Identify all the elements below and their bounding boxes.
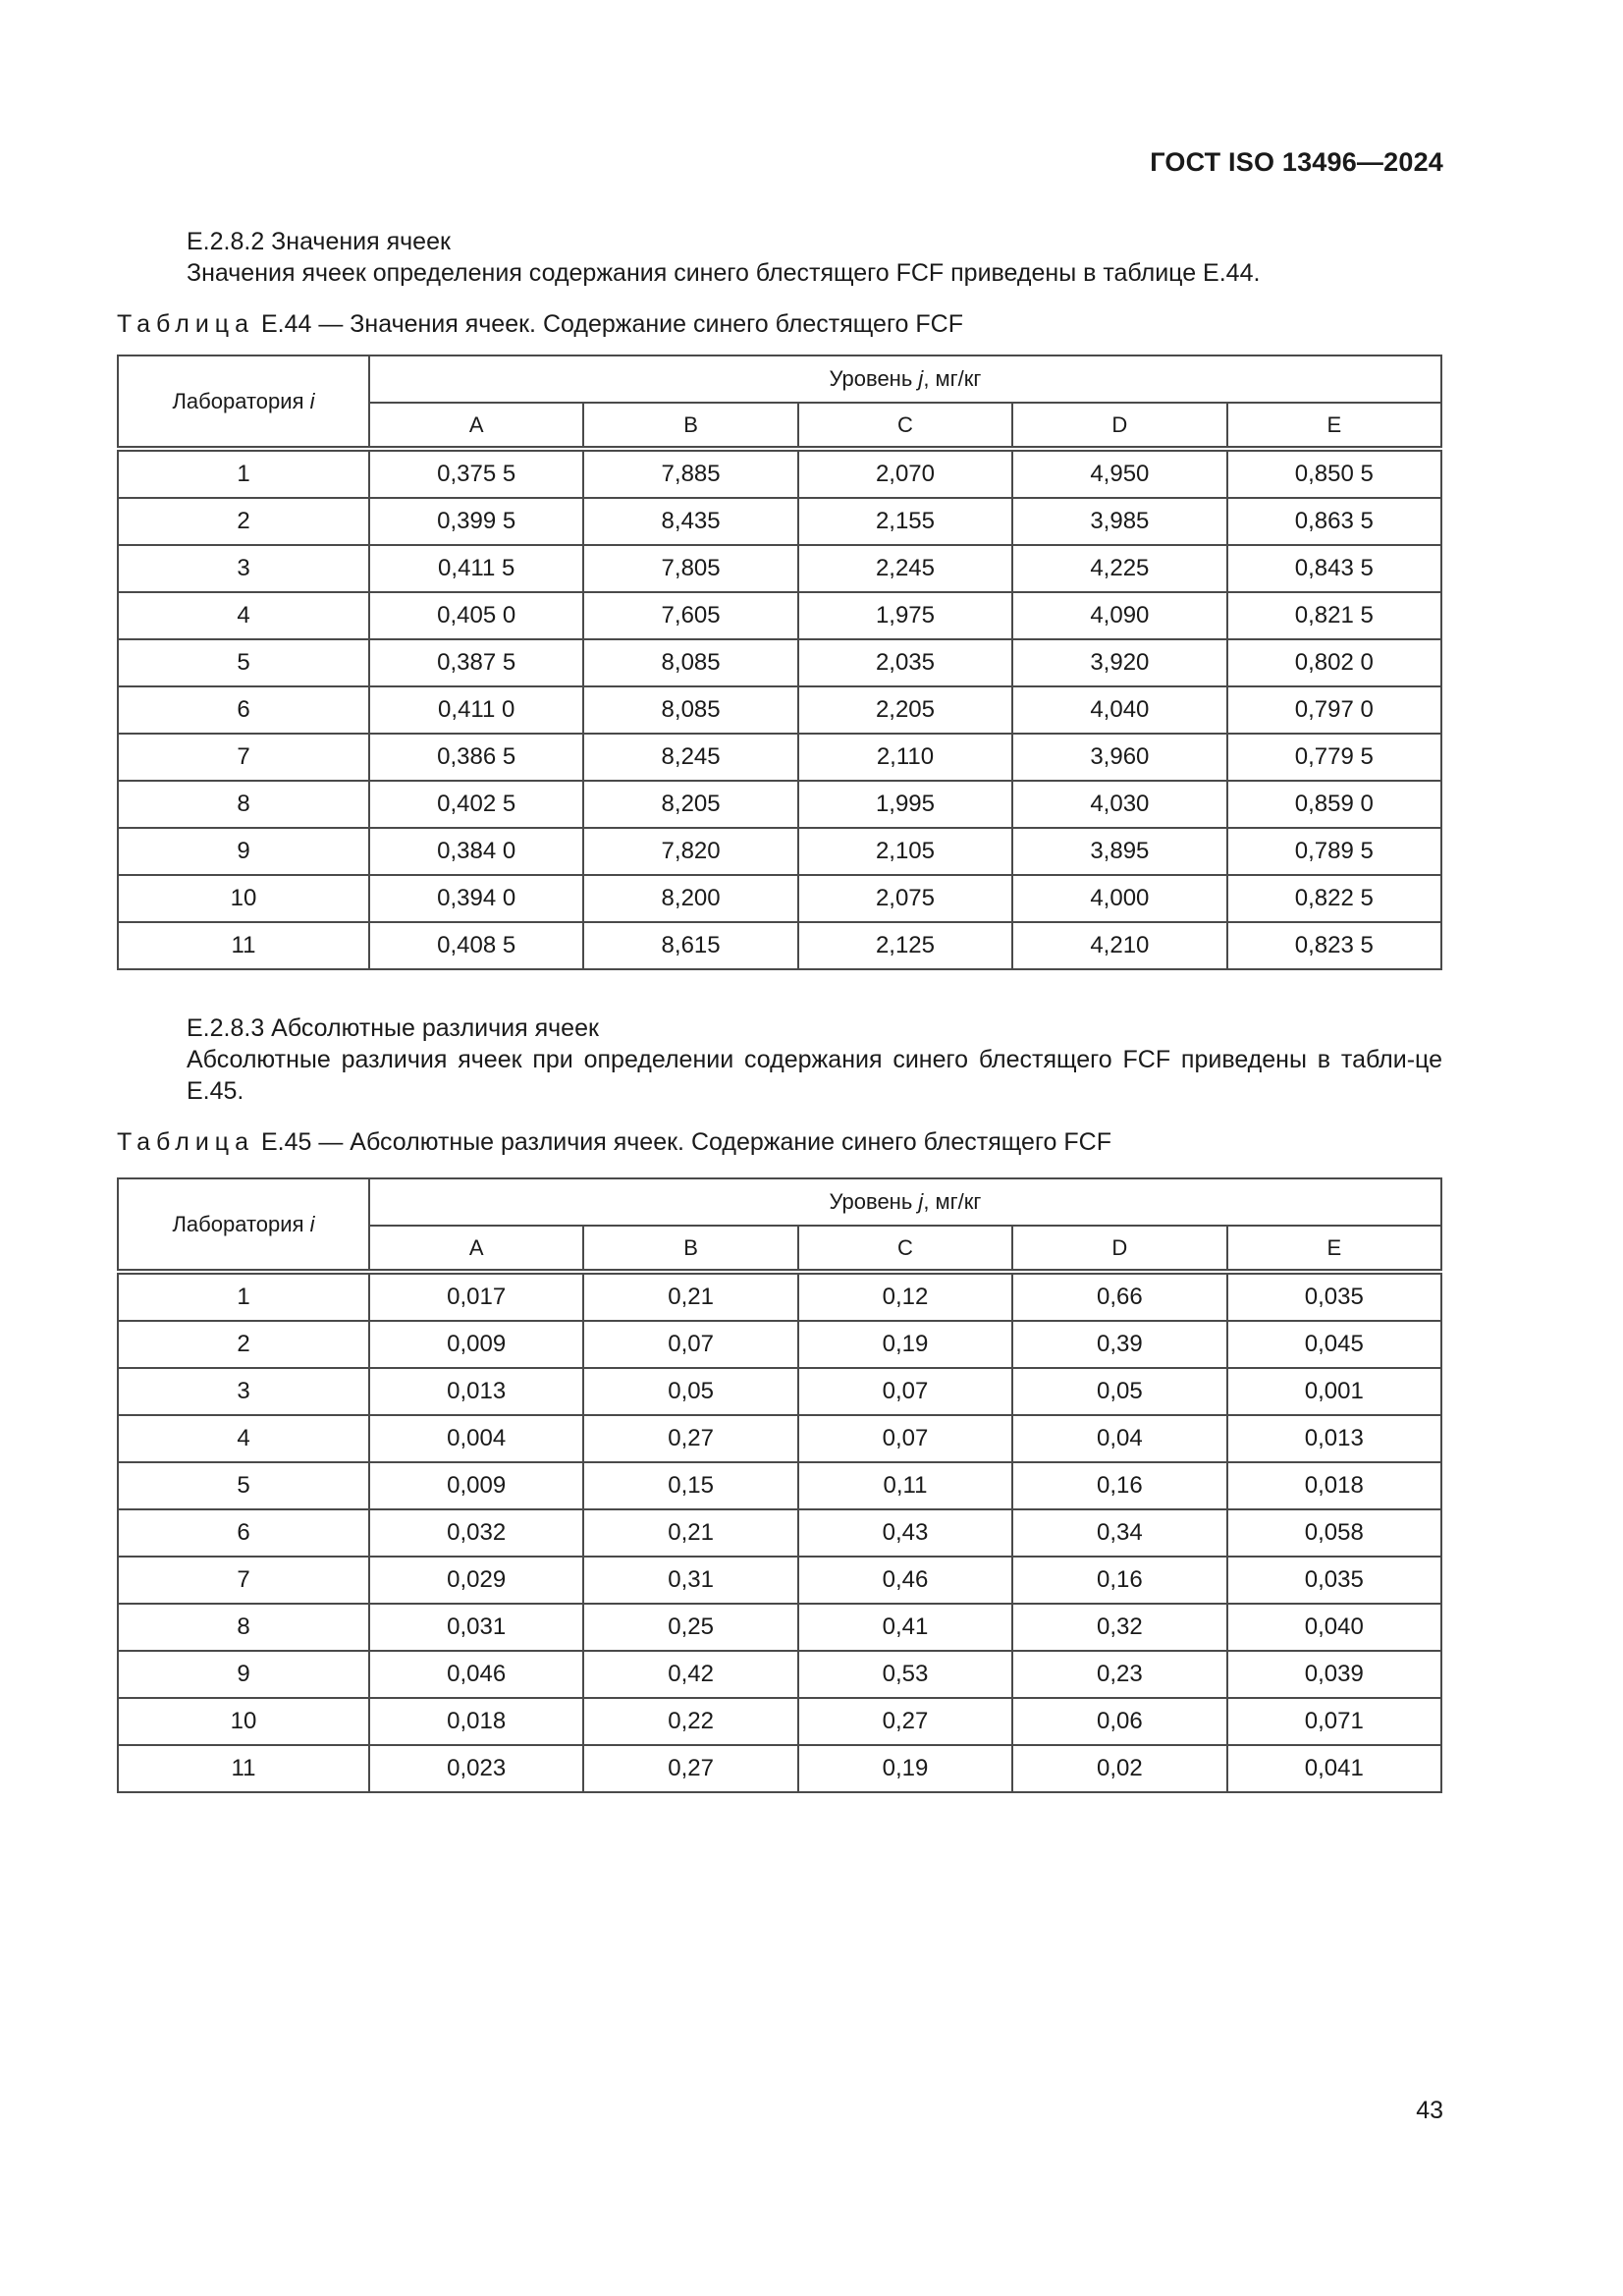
section-heading: E.2.8.3 Абсолютные различия ячеек: [187, 1014, 599, 1042]
level-header: [369, 1178, 1441, 1226]
value-cell: 0,405 0: [369, 592, 583, 639]
table-body: [118, 449, 1441, 969]
level-header-unit: , мг/кг: [923, 366, 982, 391]
value-cell: 0,018: [1227, 1462, 1441, 1509]
value-cell: 0,05: [583, 1368, 797, 1415]
value-cell: 0,386 5: [369, 734, 583, 781]
value-cell: 0,16: [1012, 1557, 1226, 1604]
laboratory-header-var: i: [309, 1211, 315, 1236]
value-cell: 0,779 5: [1227, 734, 1441, 781]
value-cell: 0,387 5: [369, 639, 583, 686]
value-cell: 0,822 5: [1227, 875, 1441, 922]
value-cell: 0,035: [1227, 1272, 1441, 1321]
value-cell: 3,960: [1012, 734, 1226, 781]
value-cell: 7,605: [583, 592, 797, 639]
value-cell: 2,070: [798, 449, 1012, 498]
table-row: [118, 545, 1441, 592]
laboratory-header-label: Лаборатория: [172, 388, 304, 413]
column-header: C: [798, 403, 1012, 449]
table-row: [118, 1557, 1441, 1604]
value-cell: 7,885: [583, 449, 797, 498]
value-cell: 0,859 0: [1227, 781, 1441, 828]
value-cell: 0,07: [798, 1415, 1012, 1462]
value-cell: 0,42: [583, 1651, 797, 1698]
value-cell: 0,16: [1012, 1462, 1226, 1509]
value-cell: 0,040: [1227, 1604, 1441, 1651]
value-cell: 0,797 0: [1227, 686, 1441, 734]
table-row: [118, 1745, 1441, 1792]
laboratory-cell: 7: [118, 1557, 369, 1604]
value-cell: 0,06: [1012, 1698, 1226, 1745]
table-caption-text: E.45 — Абсолютные различия ячеек. Содержание синего блестящего FCF: [260, 1128, 1111, 1156]
value-cell: 0,07: [798, 1368, 1012, 1415]
value-cell: 0,375 5: [369, 449, 583, 498]
column-header: E: [1227, 403, 1441, 449]
value-cell: 0,411 5: [369, 545, 583, 592]
value-cell: 0,823 5: [1227, 922, 1441, 969]
value-cell: 2,035: [798, 639, 1012, 686]
value-cell: 2,105: [798, 828, 1012, 875]
value-cell: 0,802 0: [1227, 639, 1441, 686]
document-standard-number: ГОСТ ISO 13496—2024: [1150, 147, 1443, 177]
value-cell: 0,045: [1227, 1321, 1441, 1368]
laboratory-cell: 1: [118, 1272, 369, 1321]
value-cell: 4,030: [1012, 781, 1226, 828]
laboratory-cell: 11: [118, 922, 369, 969]
level-header-var: j: [918, 1189, 924, 1214]
table-row: [118, 639, 1441, 686]
laboratory-cell: 2: [118, 1321, 369, 1368]
level-header-unit: , мг/кг: [923, 1189, 982, 1214]
table-row: [118, 1368, 1441, 1415]
value-cell: 0,27: [583, 1415, 797, 1462]
value-cell: 4,040: [1012, 686, 1226, 734]
value-cell: 8,615: [583, 922, 797, 969]
table-caption-text: E.44 — Значения ячеек. Содержание синего блестящего FCF: [260, 310, 963, 338]
value-cell: 0,029: [369, 1557, 583, 1604]
section-e283: [117, 1012, 1442, 1107]
column-header: B: [583, 403, 797, 449]
laboratory-header-label: Лаборатория: [172, 1211, 304, 1236]
value-cell: 0,31: [583, 1557, 797, 1604]
value-cell: 0,013: [1227, 1415, 1441, 1462]
value-cell: 0,035: [1227, 1557, 1441, 1604]
value-cell: 8,205: [583, 781, 797, 828]
value-cell: 7,820: [583, 828, 797, 875]
value-cell: 0,032: [369, 1509, 583, 1557]
laboratory-cell: 8: [118, 1604, 369, 1651]
section-heading: E.2.8.2 Значения ячеек: [187, 228, 451, 255]
value-cell: 0,017: [369, 1272, 583, 1321]
value-cell: 0,402 5: [369, 781, 583, 828]
value-cell: 0,013: [369, 1368, 583, 1415]
value-cell: 0,27: [583, 1745, 797, 1792]
laboratory-cell: 5: [118, 639, 369, 686]
value-cell: 2,110: [798, 734, 1012, 781]
table-row: [118, 1462, 1441, 1509]
value-cell: 0,009: [369, 1321, 583, 1368]
value-cell: 0,041: [1227, 1745, 1441, 1792]
laboratory-cell: 8: [118, 781, 369, 828]
laboratory-cell: 6: [118, 686, 369, 734]
table-row: [118, 592, 1441, 639]
value-cell: 4,090: [1012, 592, 1226, 639]
level-header-var: j: [918, 366, 924, 391]
value-cell: 0,15: [583, 1462, 797, 1509]
laboratory-header: [118, 1178, 369, 1272]
section-text: Значения ячеек определения содержания синего блестящего FCF приведены в таблице E.44.: [187, 259, 1261, 287]
laboratory-cell: 6: [118, 1509, 369, 1557]
value-cell: 0,41: [798, 1604, 1012, 1651]
value-cell: 0,039: [1227, 1651, 1441, 1698]
value-cell: 0,408 5: [369, 922, 583, 969]
value-cell: 0,34: [1012, 1509, 1226, 1557]
value-cell: 0,23: [1012, 1651, 1226, 1698]
value-cell: 8,085: [583, 686, 797, 734]
column-header: D: [1012, 403, 1226, 449]
laboratory-cell: 3: [118, 1368, 369, 1415]
column-header: E: [1227, 1226, 1441, 1272]
value-cell: 3,895: [1012, 828, 1226, 875]
value-cell: 0,22: [583, 1698, 797, 1745]
column-header: A: [369, 403, 583, 449]
level-header: [369, 355, 1441, 403]
table-row: [118, 449, 1441, 498]
value-cell: 0,004: [369, 1415, 583, 1462]
laboratory-cell: 9: [118, 1651, 369, 1698]
value-cell: 0,046: [369, 1651, 583, 1698]
value-cell: 7,805: [583, 545, 797, 592]
table-row: [118, 1509, 1441, 1557]
value-cell: 8,200: [583, 875, 797, 922]
value-cell: 2,245: [798, 545, 1012, 592]
value-cell: 0,66: [1012, 1272, 1226, 1321]
level-header-label: Уровень: [829, 366, 913, 391]
table-row: [118, 781, 1441, 828]
value-cell: 0,821 5: [1227, 592, 1441, 639]
value-cell: 4,225: [1012, 545, 1226, 592]
laboratory-cell: 9: [118, 828, 369, 875]
table-row: [118, 1651, 1441, 1698]
value-cell: 0,27: [798, 1698, 1012, 1745]
laboratory-cell: 10: [118, 875, 369, 922]
table-caption-e44: [117, 310, 963, 339]
table-e44: [117, 355, 1442, 970]
value-cell: 0,04: [1012, 1415, 1226, 1462]
section-e282: [117, 226, 1442, 289]
value-cell: 0,031: [369, 1604, 583, 1651]
value-cell: 0,850 5: [1227, 449, 1441, 498]
laboratory-cell: 7: [118, 734, 369, 781]
value-cell: 0,384 0: [369, 828, 583, 875]
table-row: [118, 922, 1441, 969]
value-cell: 0,21: [583, 1272, 797, 1321]
value-cell: 0,07: [583, 1321, 797, 1368]
value-cell: 8,085: [583, 639, 797, 686]
value-cell: 8,435: [583, 498, 797, 545]
laboratory-cell: 10: [118, 1698, 369, 1745]
value-cell: 4,210: [1012, 922, 1226, 969]
value-cell: 0,789 5: [1227, 828, 1441, 875]
value-cell: 0,058: [1227, 1509, 1441, 1557]
value-cell: 0,411 0: [369, 686, 583, 734]
value-cell: 4,000: [1012, 875, 1226, 922]
table-caption-e45: [117, 1128, 1111, 1157]
table-row: [118, 1415, 1441, 1462]
value-cell: 2,075: [798, 875, 1012, 922]
value-cell: 0,19: [798, 1321, 1012, 1368]
value-cell: 0,05: [1012, 1368, 1226, 1415]
value-cell: 0,53: [798, 1651, 1012, 1698]
value-cell: 0,843 5: [1227, 545, 1441, 592]
table-row: [118, 1321, 1441, 1368]
column-header: B: [583, 1226, 797, 1272]
value-cell: 1,995: [798, 781, 1012, 828]
value-cell: 0,21: [583, 1509, 797, 1557]
laboratory-cell: 4: [118, 592, 369, 639]
table-body: [118, 1272, 1441, 1792]
table-row: [118, 1272, 1441, 1321]
value-cell: 0,25: [583, 1604, 797, 1651]
value-cell: 0,32: [1012, 1604, 1226, 1651]
value-cell: 0,009: [369, 1462, 583, 1509]
table-row: [118, 1698, 1441, 1745]
value-cell: 0,02: [1012, 1745, 1226, 1792]
section-text: Абсолютные различия ячеек при определении содержания синего блестящего FCF приведены в табли-це E.45.: [187, 1046, 1442, 1105]
value-cell: 0,023: [369, 1745, 583, 1792]
value-cell: 0,46: [798, 1557, 1012, 1604]
value-cell: 4,950: [1012, 449, 1226, 498]
table-row: [118, 1604, 1441, 1651]
value-cell: 8,245: [583, 734, 797, 781]
value-cell: 0,394 0: [369, 875, 583, 922]
value-cell: 3,985: [1012, 498, 1226, 545]
value-cell: 0,19: [798, 1745, 1012, 1792]
table-row: [118, 734, 1441, 781]
value-cell: 2,205: [798, 686, 1012, 734]
laboratory-header: [118, 355, 369, 449]
column-header: A: [369, 1226, 583, 1272]
value-cell: 0,39: [1012, 1321, 1226, 1368]
value-cell: 2,155: [798, 498, 1012, 545]
laboratory-cell: 2: [118, 498, 369, 545]
table-caption-prefix: Таблица: [117, 310, 255, 338]
column-header: D: [1012, 1226, 1226, 1272]
laboratory-cell: 5: [118, 1462, 369, 1509]
table-row: [118, 875, 1441, 922]
value-cell: 0,43: [798, 1509, 1012, 1557]
value-cell: 1,975: [798, 592, 1012, 639]
value-cell: 0,001: [1227, 1368, 1441, 1415]
table-caption-prefix: Таблица: [117, 1128, 255, 1156]
value-cell: 3,920: [1012, 639, 1226, 686]
table-row: [118, 686, 1441, 734]
laboratory-cell: 4: [118, 1415, 369, 1462]
laboratory-cell: 3: [118, 545, 369, 592]
column-header: C: [798, 1226, 1012, 1272]
laboratory-cell: 11: [118, 1745, 369, 1792]
level-header-label: Уровень: [829, 1189, 913, 1214]
value-cell: 0,12: [798, 1272, 1012, 1321]
value-cell: 0,11: [798, 1462, 1012, 1509]
table-row: [118, 498, 1441, 545]
table-row: [118, 828, 1441, 875]
table-e45: [117, 1177, 1442, 1793]
value-cell: 0,399 5: [369, 498, 583, 545]
value-cell: 0,018: [369, 1698, 583, 1745]
laboratory-cell: 1: [118, 449, 369, 498]
page-number: 43: [1416, 2097, 1443, 2124]
value-cell: 0,863 5: [1227, 498, 1441, 545]
laboratory-header-var: i: [309, 388, 315, 413]
value-cell: 2,125: [798, 922, 1012, 969]
value-cell: 0,071: [1227, 1698, 1441, 1745]
